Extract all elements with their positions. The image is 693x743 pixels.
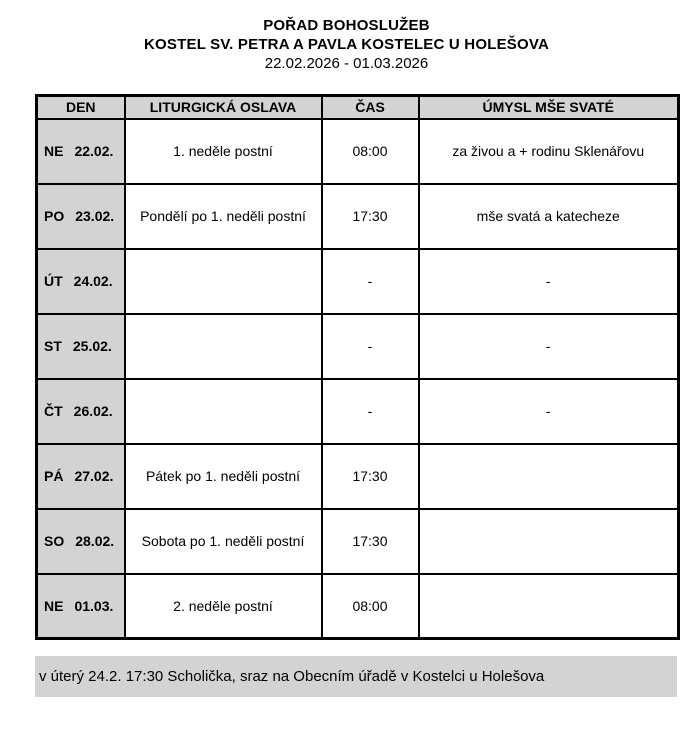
- col-header-cas: ČAS: [322, 96, 419, 119]
- day-date: 27.02.: [74, 468, 114, 484]
- day-date: 23.02.: [75, 208, 115, 224]
- day-date: 26.02.: [73, 403, 113, 419]
- celebration-cell: Sobota po 1. neděli postní: [125, 509, 322, 574]
- footer-note-text: v úterý 24.2. 17:30 Scholička, sraz na Obecním úřadě v Kostelci u Holešova: [39, 668, 545, 685]
- table-row: [37, 119, 679, 184]
- intention-cell: [419, 574, 679, 639]
- table-row: [37, 509, 679, 574]
- table-row: [37, 379, 679, 444]
- day-abbr: SO: [44, 533, 65, 549]
- celebration-cell: [125, 314, 322, 379]
- celebration-cell: 1. neděle postní: [125, 119, 322, 184]
- title-block: [0, 0, 693, 74]
- intention-cell: [419, 444, 679, 509]
- time-cell: -: [322, 249, 419, 314]
- day-abbr: PÁ: [44, 468, 64, 484]
- day-cell: [37, 119, 125, 184]
- day-date: 24.02.: [73, 273, 113, 289]
- day-abbr: ST: [44, 338, 62, 354]
- celebration-cell: [125, 379, 322, 444]
- day-abbr: NE: [44, 597, 64, 614]
- table-row: [37, 314, 679, 379]
- intention-cell: -: [419, 379, 679, 444]
- day-cell: [37, 574, 125, 639]
- time-cell: 17:30: [322, 509, 419, 574]
- intention-cell: za živou a + rodinu Sklenářovu: [419, 119, 679, 184]
- day-cell: [37, 249, 125, 314]
- table-row: [37, 574, 679, 639]
- col-header-den: DEN: [37, 96, 125, 119]
- footer-note-box: [35, 656, 677, 697]
- col-header-umysl-mse-svate: ÚMYSL MŠE SVATÉ: [419, 96, 679, 119]
- day-cell: [37, 314, 125, 379]
- day-date: 01.03.: [74, 597, 114, 614]
- celebration-cell: Pondělí po 1. neděli postní: [125, 184, 322, 249]
- day-cell: [37, 379, 125, 444]
- intention-cell: mše svatá a katecheze: [419, 184, 679, 249]
- intention-cell: [419, 509, 679, 574]
- page-subtitle: KOSTEL SV. PETRA A PAVLA KOSTELEC U HOLEŠOVA: [144, 36, 549, 53]
- time-cell: 08:00: [322, 574, 419, 639]
- table-row: [37, 444, 679, 509]
- date-range: 22.02.2026 - 01.03.2026: [264, 55, 429, 72]
- page-title: POŘAD BOHOSLUŽEB: [263, 17, 430, 34]
- day-date: 22.02.: [74, 143, 114, 159]
- table-row: [37, 184, 679, 249]
- celebration-cell: Pátek po 1. neděli postní: [125, 444, 322, 509]
- intention-cell: -: [419, 249, 679, 314]
- time-cell: 17:30: [322, 444, 419, 509]
- time-cell: -: [322, 314, 419, 379]
- day-date: 28.02.: [75, 533, 115, 549]
- day-cell: [37, 184, 125, 249]
- day-abbr: ČT: [44, 403, 63, 419]
- celebration-cell: [125, 249, 322, 314]
- table-row: [37, 249, 679, 314]
- day-cell: [37, 444, 125, 509]
- intention-cell: -: [419, 314, 679, 379]
- day-abbr: ÚT: [44, 273, 63, 289]
- day-abbr: PO: [44, 208, 65, 224]
- schedule-table: [35, 94, 680, 640]
- day-abbr: NE: [44, 143, 64, 159]
- col-header-liturgicka-oslava: LITURGICKÁ OSLAVA: [125, 96, 322, 119]
- time-cell: 17:30: [322, 184, 419, 249]
- celebration-cell: 2. neděle postní: [125, 574, 322, 639]
- header-row: [37, 96, 679, 119]
- day-date: 25.02.: [72, 338, 112, 354]
- time-cell: 08:00: [322, 119, 419, 184]
- day-cell: [37, 509, 125, 574]
- time-cell: -: [322, 379, 419, 444]
